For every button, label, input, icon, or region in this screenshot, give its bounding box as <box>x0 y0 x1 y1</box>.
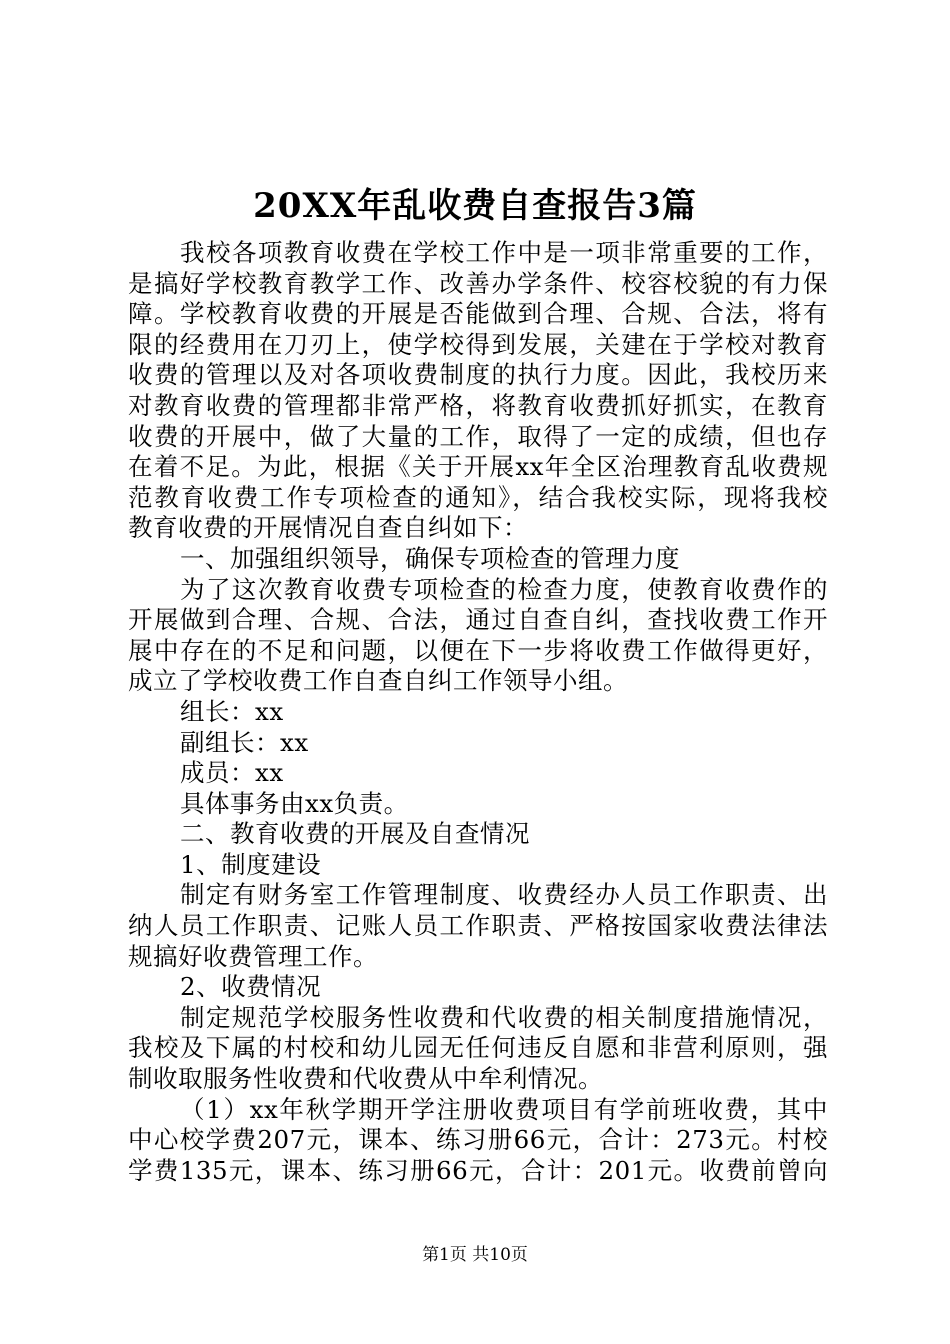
paragraph-line: 规搞好收费管理工作。 <box>128 941 378 971</box>
paragraph-line: 是搞好学校教育教学工作、改善办学条件、校容校貌的有力保 <box>128 268 828 298</box>
section-heading: 二、教育收费的开展及自查情况 <box>180 819 530 849</box>
document-title: 20XX年乱收费自查报告3篇 <box>253 186 697 226</box>
subsection-heading: 2、收费情况 <box>180 972 322 1002</box>
paragraph-line: 成立了学校收费工作自查自纠工作领导小组。 <box>128 666 628 696</box>
page-footer: 第1页 共10页 <box>422 1245 528 1265</box>
paragraph-line: 学费135元，课本、练习册66元，合计：201元。收费前曾向 <box>128 1155 828 1185</box>
paragraph-line: 在着不足。为此，根据《关于开展xx年全区治理教育乱收费规 <box>128 452 828 482</box>
paragraph-line: 限的经费用在刀刃上，使学校得到发展，关建在于学校对教育 <box>128 329 828 359</box>
responsible-line: 具体事务由xx负责。 <box>180 788 409 818</box>
paragraph-line: 对教育收费的管理都非常严格，将教育收费抓好抓实，在教育 <box>128 390 828 420</box>
paragraph-line: 纳人员工作职责、记账人员工作职责、严格按国家收费法律法 <box>128 911 828 941</box>
paragraph-line: 教育收费的开展情况自查自纠如下： <box>128 513 528 543</box>
paragraph-line: 我校各项教育收费在学校工作中是一项非常重要的工作， <box>180 238 828 267</box>
document-body <box>128 238 828 1186</box>
paragraph-line: 收费的管理以及对各项收费制度的执行力度。因此，我校历来 <box>128 360 828 390</box>
team-leader-line: 组长：xx <box>180 696 284 726</box>
paragraph-line: 我校及下属的村校和幼儿园无任何违反自愿和非营利原则，强 <box>128 1033 828 1063</box>
paragraph-line: 展中存在的不足和问题，以便在下一步将收费工作做得更好， <box>128 635 828 665</box>
paragraph-line: 为了这次教育收费专项检查的检查力度，使教育收费作的 <box>180 574 828 604</box>
subsection-heading: 1、制度建设 <box>180 849 322 879</box>
paragraph-line: 中心校学费207元，课本、练习册66元，合计：273元。村校 <box>128 1125 828 1155</box>
paragraph-line: （1）xx年秋学期开学注册收费项目有学前班收费，其中 <box>180 1094 828 1124</box>
members-line: 成员：xx <box>180 758 284 788</box>
paragraph-line: 制定有财务室工作管理制度、收费经办人员工作职责、出 <box>180 880 828 910</box>
paragraph-line: 收费的开展中，做了大量的工作，取得了一定的成绩，但也存 <box>128 421 828 451</box>
paragraph-line: 制收取服务性收费和代收费从中牟利情况。 <box>128 1064 603 1094</box>
paragraph-line: 障。学校教育收费的开展是否能做到合理、合规、合法，将有 <box>128 299 828 329</box>
deputy-leader-line: 副组长：xx <box>180 727 309 757</box>
section-heading: 一、加强组织领导，确保专项检查的管理力度 <box>180 543 680 573</box>
paragraph-line: 制定规范学校服务性收费和代收费的相关制度措施情况， <box>180 1002 828 1032</box>
paragraph-line: 范教育收费工作专项检查的通知》，结合我校实际，现将我校 <box>128 482 828 512</box>
paragraph-line: 开展做到合理、合规、合法，通过自查自纠，查找收费工作开 <box>128 605 828 635</box>
